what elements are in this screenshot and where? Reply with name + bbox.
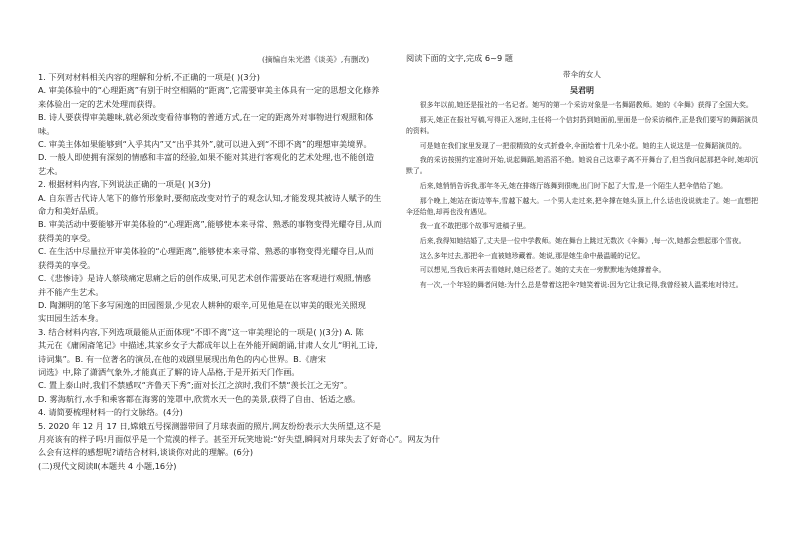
reading-instruction: 阅读下面的文字,完成 6~9 题: [406, 53, 513, 63]
question-line: 4. 请简要梳理材料一的行文脉络。(4分): [38, 407, 183, 418]
question-line: 来体验出一定的艺术处理而获得。: [38, 98, 161, 109]
story-author: 吴君明: [570, 84, 594, 95]
source-citation: (摘编自朱光潜《谈美》,有删改): [262, 55, 370, 64]
question-line: 2. 根据材料内容,下列说法正确的一项是( )(3分): [38, 179, 211, 190]
question-line: D. 陶渊明的笔下多写闲逸的田园图景,少见农人耕种的艰辛,可见他是在以审美的眼光关照现: [38, 299, 366, 310]
question-line: 1. 下列对材料相关内容的理解和分析,不正确的一项是( )(3分): [38, 72, 260, 82]
story-body: [406, 100, 758, 291]
question-line: B. 审美活动中要能够开审美体验的“心理距离”,能够使本来寻常、熟悉的事物变得光耀夺目,从而: [38, 219, 382, 230]
story-paragraph: 那个晚上,她站在街边等车,雪越下越大。一个男人走过来,把伞撑在她头顶上,什么话也没说就走了。她一直想把伞还给他,却再也没有遇见。: [406, 196, 758, 216]
question-line: B. 诗人要获得审美趣味,就必须改变看待事物的普通方式,在一定的距离外对事物进行观照和体: [38, 112, 374, 123]
question-line: A. 审美体验中的“心理距离”有别于时空相隔的“距离”,它需要审美主体具有一定的思想文化修养: [38, 85, 380, 96]
story-paragraph: 我的采访按照约定准时开始,说起舞蹈,她滔滔不绝。她说自己这辈子离不开舞台了,但当我问起那把伞时,她却沉默了。: [406, 156, 758, 176]
story-title: 带伞的女人: [563, 70, 601, 80]
question-line: 实田园生活本身。: [38, 313, 104, 324]
question-line: (二)现代文阅读Ⅱ(本题共 4 小题,16分): [38, 460, 177, 471]
question-line: 诗词集”。B. 有一位著名的演员,在他的戏剧里展现出角色的内心世界。B.《唐宋: [38, 353, 326, 364]
story-paragraph: 那天,她正在报社写稿,写得正入迷时,主任将一个信封扔到她面前,里面是一份采访稿件,正是我们要写的舞蹈演员的资料。: [406, 115, 758, 136]
question-line: 其元在《庸闲斋笔记》中描述,其家乡女子大都成年以上在外能开阔朗诵,甘肃人女儿“明礼工诗,: [38, 340, 378, 351]
question-line: A. 自东晋古代诗人笔下的修竹形象时,要彻底改变对竹子的观念认知,才能发现其被诗人赋予的生: [38, 192, 382, 203]
story-paragraph: 我一直不敢把那个故事写进稿子里。: [419, 222, 531, 231]
story-paragraph: 可以想见,当我后来再去看她时,她已经老了。她的丈夫在一旁默默地为她撑着伞。: [419, 266, 666, 275]
right-column: [406, 52, 758, 294]
question-lines: [38, 71, 440, 473]
story-paragraph: 有一次,一个年轻的舞者问她:为什么总是带着这把伞?她笑着说:因为它让我记得,我曾经被人温柔地对待过。: [419, 280, 743, 289]
question-line: 获得美的享受。: [38, 232, 96, 243]
question-line: C.《悲惨诗》是诗人蔡琰痛定思痛之后的创作成果,可见艺术创作需要站在客观进行观照,情感: [38, 273, 371, 284]
question-line: 么会有这样的感想呢?请结合材料,谈谈你对此的理解。(6分): [38, 447, 254, 458]
story-paragraph: 可是她在我们家里发现了一把很精致的女式折叠伞,伞面绘着十几朵小花。她的主人说这是一位舞蹈演员的。: [419, 141, 746, 150]
question-line: D. 一般人即使拥有深刻的情感和丰富的经验,如果不能对其进行客观化的艺术处理,也不能创造: [38, 152, 375, 163]
left-column: [38, 52, 440, 473]
story-paragraph: 很多年以前,她还是报社的一名记者。她写的第一个采访对象是一名舞蹈教师。她的《伞舞》获得了全国大奖。: [419, 101, 753, 110]
question-line: 获得美的享受。: [38, 259, 96, 270]
question-line: 月亮该有的样子吗!月面似乎是一个荒漠的样子。甚至开玩笑地说:“好失望,瞬间对月球失去了好奇心”。网友为什: [38, 433, 440, 444]
question-line: 味。: [38, 125, 55, 136]
question-line: C. 在生活中尽量拉开审美体验的“心理距离”,能够使本来寻常、熟悉的事物变得光耀夺目,从而: [38, 246, 374, 257]
question-line: 并不能产生艺术。: [38, 286, 104, 297]
question-line: 命力和美好品质。: [38, 206, 104, 217]
question-line: 词选》中,除了潇洒气象外,才能真正了解的诗人品格,于是开拓天门作画。: [38, 366, 300, 377]
question-line: C. 置上泰山时,我们不禁感叹“齐鲁天下秀”;面对长江之滨时,我们不禁“羡长江之无穷”。: [38, 380, 353, 391]
story-paragraph: 后来,她悄悄告诉我,那年冬天,她在排练厅练舞到很晚,出门时下起了大雪,是一个陌生人把伞借给了她。: [419, 182, 728, 190]
question-line: 5. 2020 年 12 月 17 日,嫦娥五号探测器带回了月球表面的照片,网友纷纷表示大失所望,这不是: [38, 420, 382, 431]
question-line: C. 审美主体如果能够到“入乎其内”又“出乎其外”,就可以进入到“不即不离”的理想审美境界。: [38, 139, 372, 150]
story-paragraph: 后来,我得知她结婚了,丈夫是一位中学教师。她在舞台上跳过无数次《伞舞》,每一次,她都会想起那个雪夜。: [419, 236, 746, 245]
question-line: 艺术。: [38, 165, 63, 176]
question-line: D. 雾海航行,水手和乘客都在海雾的笼罩中,欣赏水天一色的美景,获得了自由、恬适之感。: [38, 393, 361, 404]
question-line: 3. 结合材料内容,下列选项最能从正面体现“不即不离”这一审美理论的一项是( )(3分) A. 陈: [38, 326, 364, 337]
story-paragraph: 这么多年过去,那把伞一直被她珍藏着。她说,那是她生命中最温暖的记忆。: [419, 251, 645, 260]
